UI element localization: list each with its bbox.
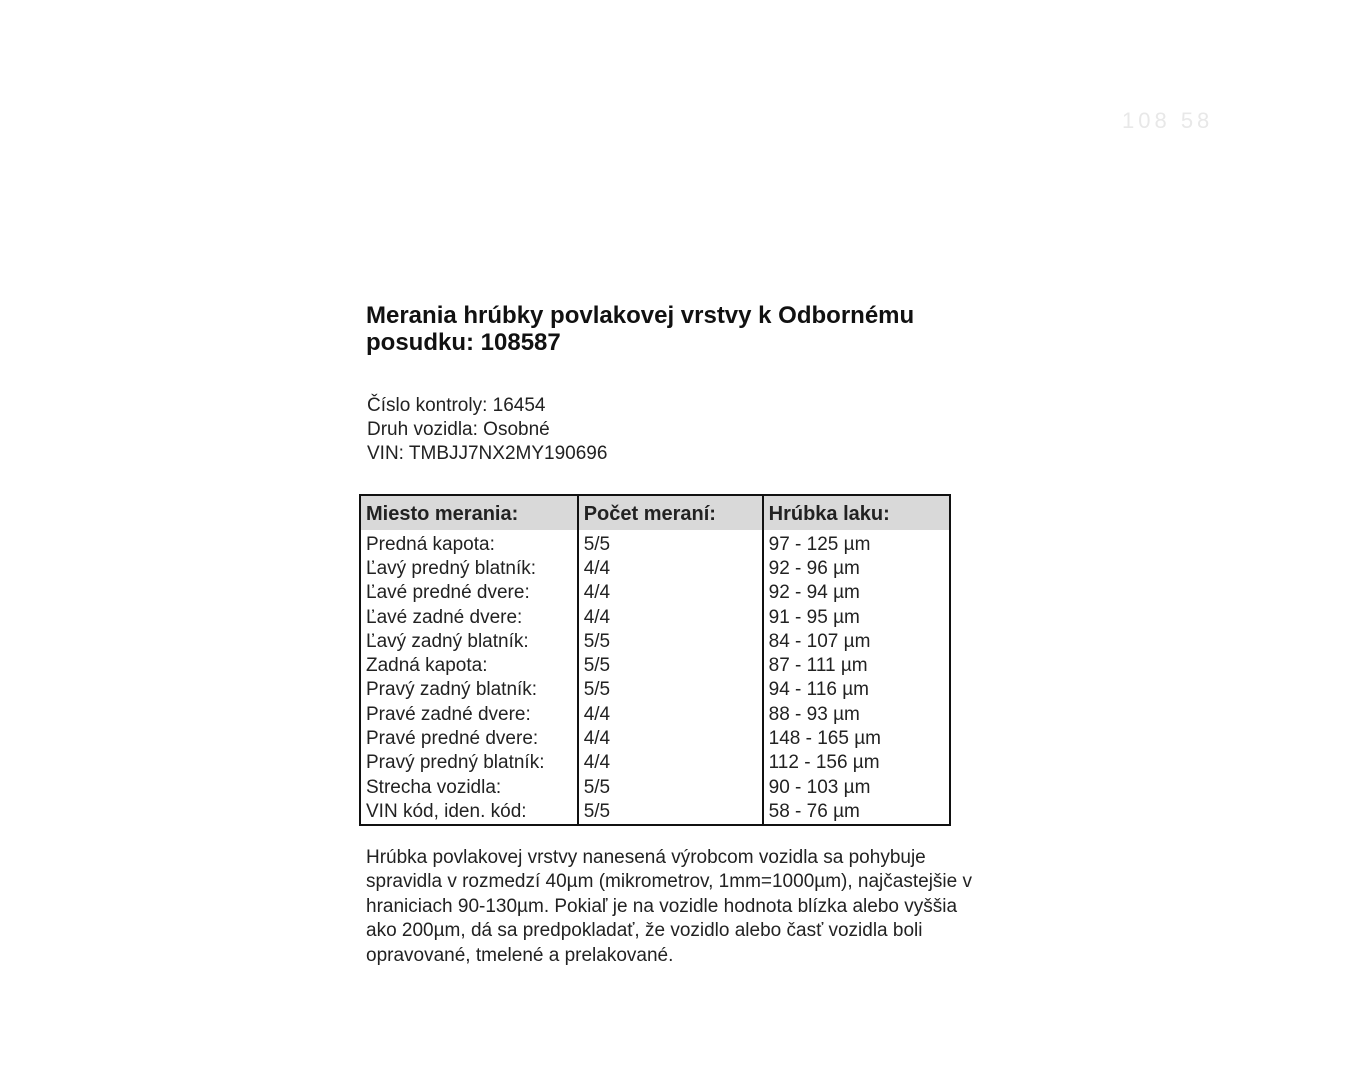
cell-thickness: 92 - 94 µm xyxy=(763,581,950,605)
table-row xyxy=(360,775,950,799)
cell-location: Pravý predný blatník: xyxy=(360,751,578,775)
cell-count: 4/4 xyxy=(578,581,763,605)
cell-thickness: 84 - 107 µm xyxy=(763,629,950,653)
header-thickness: Hrúbka laku: xyxy=(763,495,950,530)
control-number: Číslo kontroly: 16454 xyxy=(367,395,546,416)
explanatory-note: Hrúbka povlakovej vrstvy nanesená výrobcom vozidla sa pohybuje spravidla v rozmedzí 40µm (mikrometrov, 1mm=1000µm), najčastejšie v hraniciach 90-130µm. Pokiaľ je na vozidle hodnota blízka alebo vyššia ako 200µm, dá sa predpokladať, že vozidlo alebo časť vozidla boli opravované, tmelené a prelakované. xyxy=(366,847,972,966)
cell-location: Predná kapota: xyxy=(360,530,578,556)
cell-location: Strecha vozidla: xyxy=(360,775,578,799)
cell-location: Pravé zadné dvere: xyxy=(360,702,578,726)
cell-location: Pravý zadný blatník: xyxy=(360,678,578,702)
table-row xyxy=(360,605,950,629)
table-row xyxy=(360,581,950,605)
table-row xyxy=(360,799,950,824)
cell-count: 5/5 xyxy=(578,530,763,556)
vin-number: VIN: TMBJJ7NX2MY190696 xyxy=(367,443,608,464)
table-row xyxy=(360,629,950,653)
cell-count: 5/5 xyxy=(578,629,763,653)
header-count: Počet meraní: xyxy=(578,495,763,530)
cell-thickness: 87 - 111 µm xyxy=(763,653,950,677)
cell-thickness: 58 - 76 µm xyxy=(763,799,950,824)
cell-count: 4/4 xyxy=(578,702,763,726)
measurement-table xyxy=(359,494,951,826)
cell-thickness: 92 - 96 µm xyxy=(763,556,950,580)
cell-thickness: 90 - 103 µm xyxy=(763,775,950,799)
document-title: Merania hrúbky povlakovej vrstvy k Odbornému posudku: 108587 xyxy=(366,302,915,356)
table-row xyxy=(360,751,950,775)
cell-count: 5/5 xyxy=(578,678,763,702)
cell-thickness: 94 - 116 µm xyxy=(763,678,950,702)
cell-location: VIN kód, iden. kód: xyxy=(360,799,578,824)
vehicle-type: Druh vozidla: Osobné xyxy=(367,419,550,440)
cell-location: Ľavé zadné dvere: xyxy=(360,605,578,629)
cell-count: 5/5 xyxy=(578,775,763,799)
cell-location: Pravé predné dvere: xyxy=(360,726,578,750)
page-mark: 108 58 xyxy=(1122,108,1214,133)
cell-thickness: 88 - 93 µm xyxy=(763,702,950,726)
cell-count: 5/5 xyxy=(578,653,763,677)
cell-thickness: 148 - 165 µm xyxy=(763,726,950,750)
table-row xyxy=(360,556,950,580)
cell-location: Ľavé predné dvere: xyxy=(360,581,578,605)
cell-count: 4/4 xyxy=(578,556,763,580)
cell-thickness: 91 - 95 µm xyxy=(763,605,950,629)
table-row xyxy=(360,653,950,677)
table-row xyxy=(360,726,950,750)
cell-count: 4/4 xyxy=(578,751,763,775)
table-row xyxy=(360,702,950,726)
cell-count: 4/4 xyxy=(578,726,763,750)
table-header-row xyxy=(360,495,950,530)
vehicle-info xyxy=(367,394,607,466)
cell-count: 5/5 xyxy=(578,799,763,824)
table-row xyxy=(360,530,950,556)
cell-count: 4/4 xyxy=(578,605,763,629)
header-location: Miesto merania: xyxy=(360,495,578,530)
cell-thickness: 97 - 125 µm xyxy=(763,530,950,556)
table-row xyxy=(360,678,950,702)
cell-location: Ľavý predný blatník: xyxy=(360,556,578,580)
cell-thickness: 112 - 156 µm xyxy=(763,751,950,775)
cell-location: Zadná kapota: xyxy=(360,653,578,677)
cell-location: Ľavý zadný blatník: xyxy=(360,629,578,653)
